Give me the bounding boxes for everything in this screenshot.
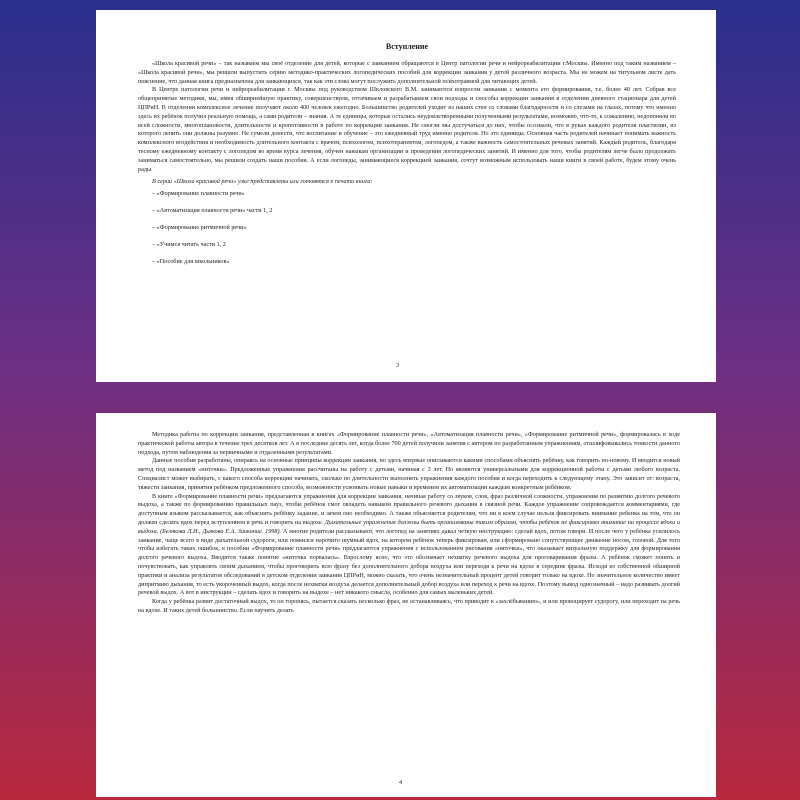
page-4 — [96, 413, 716, 797]
citation-italic: Дыхательные упражнения должны быть организованы таким образом, чтобы ребёнок не фиксировал внимание на процессе вдоха и выдоха. (Белякова Л.И., Дьякова Е.А. Заикание. 1998). — [138, 518, 681, 535]
page-title: Вступление — [385, 42, 429, 51]
method-paragraph-4: Когда у ребёнка развит достаточный выдох, то он торопясь, пытается сказать несколько фраз, не останавливаясь, что приводит к «захлёбыванию», и или провоцирует судорогу, или переходит на речь на вдохе. И таких детей большинство. Если научить делать — [138, 598, 680, 614]
series-item: – «Формирование ритмичной речи» — [152, 224, 247, 232]
series-list — [138, 190, 676, 266]
series-item: – «Пособие для школьников» — [152, 258, 230, 266]
page-number: 4 — [399, 779, 403, 786]
series-item: – «Автоматизация плавности речи» части 1, 2 — [152, 207, 273, 215]
paragraph-3-start: В книге «Формирование плавности речи» предлагаются упражнения для коррекции заикания, начиная работу со звуков, слов, фраз различной сложности, упражнения по развитию долгого речевого выдоха, а также по формированию правильных пауз, чтобы ребёнок смог овладеть навыком правильного речевого дыхания в связной речи. Каждое упражнение сопровождается комментариями, где доступным языком рассказывается, как объяснить ребёнку задание, и зачем оно необходимо. А также объясняется родителям, что ни в коем случае нельзя фиксировать внимание ребенка на том, что он должен сделать вдох перед вступлением в речь и говорить на выдохе. — [138, 492, 680, 526]
paragraph-3-end: А многие родители рассказывают, что логопед на занятиях давал четкую инструкцию: сделай вдох, потом говори. И после чего у ребёнка усилилось заикание, чаще всего в виде дыхательной судороги, или появился нарочито шумный вдох, на котором ребёнок теперь фиксирован, или сформировано сопутствующее движение носом, головой. Для того чтобы избегать таких ошибок, в пособии «Формирование плавности речи» предлагаются упражнения с использованием рисования «ниточки», что оказывает визуальную поддержку для формирования долгого речевого выдоха. Вводится также понятие «ниточка порвалась». Взрослому ясно, что это обозначает нехватку речевого выдоха для проговаривания фразы. А ребёнок сможет понять и почувствовать, как управлять своим дыханием, чтобы проговорить всю фразу без дополнительного добора воздуха или переходя к речи на вдохе в середине фразы. Исходя из собственной обширной практики и анализа результатов обследований в детском отделении заикания ЦПРиН, можно сказать, что очень незначительный процент детей говорит только на вдохе. Но значительное количество имеет дипритмию дыхания, то есть укороченный выдох, когда после нехватки воздуха делается дополнительный добор воздуха или переход к речи на вдохе. Поэтому вывод однозначный – надо развивать долгий речевой выдох. А вот в инструкции – сделать вдох и говорить на выдохе – нет никакого смысла, особенно для самых маленьких детей. — [138, 527, 681, 597]
method-paragraph-1: Методика работы по коррекции заикания, представленная в книгах «Формирование плавности речи», «Автоматизация плавности речи», «Формирование ритмичной речи», формировалась в ходе практической работы автора в течение трех десятков лет. А в последние десять лет, когда более 700 детей получили занятия с автором по разработанным упражнениям, отшлифовывались тонкости данного подхода, путем наблюдения за первичными и отдаленными результатами. — [138, 431, 680, 456]
series-item: – «Учимся читать части 1, 2 — [152, 241, 226, 249]
page-3 — [96, 10, 716, 382]
method-paragraph-2: Данные пособия разработаны, опираясь на основные принципы коррекции заикания, но здесь впервые описываются какими способами объяснять ребёнку, как говорить по-новому. И вводится новый метод под названием «ниточки». Предложенные упражнения рассчитаны на работу с детьми, начиная с 3 лет. Но являются универсальными для коррекционной работы с детьми любого возраста. Специалист может выбирать, с какого способа коррекции начинать, сколько по длительности выполнять упражнения каждого пособия и когда переходить к следующему этапу. Это зависит от: возраста, тяжести заикания, принятия ребёнком предложенного способа, возможности усвоивать новые навыки и временем их автоматизации каждым конкретным ребёнком. — [138, 457, 680, 491]
series-item: – «Формирование плавности речи» — [152, 190, 245, 198]
intro-paragraph-1: «Школа красивой речи» – так называем мы своё отделение для детей, которые с заиканием обращаются в Центр патологии речи и нейрореабилитации г.Москвы. Именно под таким названием – «Школа красивой речи», мы решили выпустить серию методико-практических логопедических пособий для коррекции заикания у детей различного возраста. Мы не можем на титульном листе дать пояснение, что данная книга предназначена для заикающихся, так как эти слова могут послужить дополнительной психотравмой для читающих детей. — [138, 60, 676, 85]
series-intro: В серии «Школа красивой речи» уже представлены или готовятся к печати книги: — [152, 178, 373, 186]
page-number: 3 — [396, 362, 400, 369]
method-paragraph-3 — [138, 493, 680, 599]
intro-paragraph-2: В Центре патологии речи и нейрореабилитации г. Москвы под руководством Шкловского В.М. занимаются вопросом заикания с момента его формирования, т.е. более 40 лет. Собрав все общепринятые методики, мы, имея обширнейшую практику, совершенствуем, оттачиваем и разрабатываем свои подходы и способы коррекции заикания в отделении дневного стационара для детей ЦПРиН. В отделении комплексное лечение получают около 400 человек ежегодно. Большинство родителей уходит из наших стен со словами благодарности и со слезами на глазах, потому что именно здесь их ребёнок получил реальную помощь, а сами родители – знания. А те единицы, которые остались неудовлетворенными полученными результатами, возможно, что-то, к сожалению, недопоняли во всей сложности, многоплановости, длительности и кропотливости в работе по коррекции заикания. Не смогли мы достучаться до них, чтобы осознали, что в руках каждого родителя пластилин, из которого лепить они должны разумно. Не сумели донести, что воспитание и обучение – это ежедневный труд именно родителя. Но это единицы. Основная часть родителей начинает понимать важность комплексного воздействия и необходимость длительного контакта с врачом, психологом, психотерапевтом, логопедом, а также важность самостоятельных речевых занятий. Каждый родитель, благодаря тесному ежедневному контакту с логопедом во время курса лечения, обучен навыкам организации и проведения логопедических занятий. И именно для того, чтобы родителям легче было продолжать заниматься самостоятельно, мы решили создать наши пособия. А если логопеды, занимающиеся коррекцией заикания, сочтут возможным использовать наши книги в своей работе, будем этому очень рады. — [138, 86, 676, 173]
